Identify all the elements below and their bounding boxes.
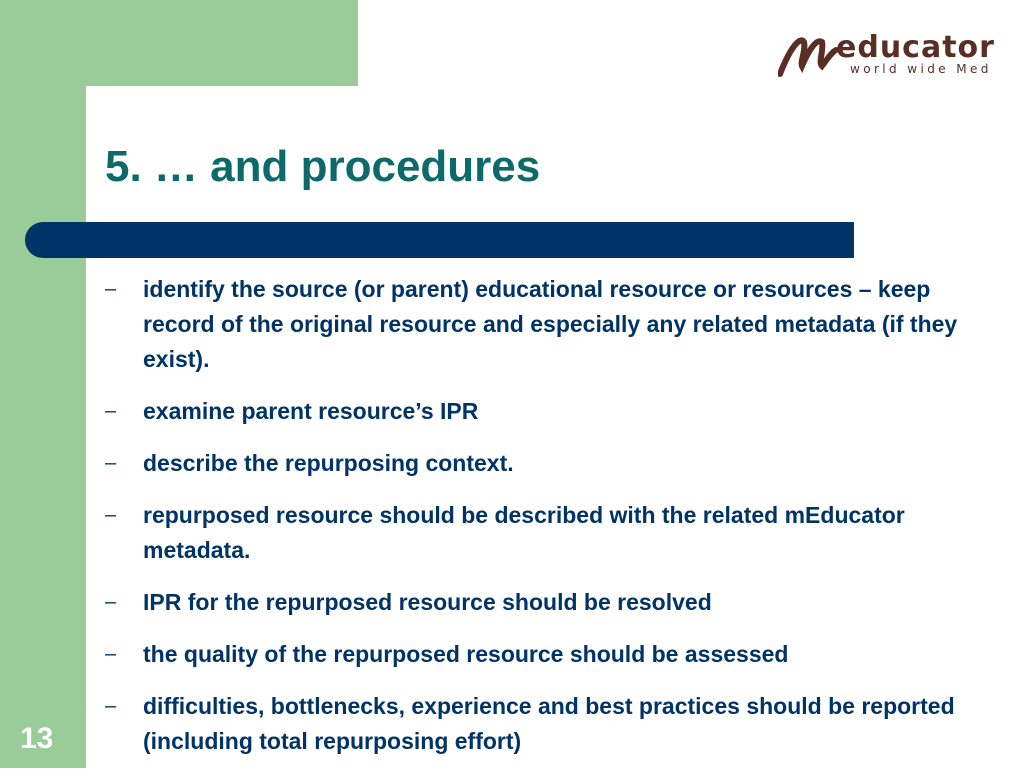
dash-marker: – [105, 695, 117, 717]
list-item [105, 446, 985, 481]
left-green-bar [0, 0, 86, 768]
dash-marker: – [105, 591, 117, 613]
bullet-text: describe the repurposing context. [143, 450, 514, 476]
bullet-text: repurposed resource should be described with the related mEducator metadata. [143, 502, 905, 563]
list-item [105, 585, 985, 620]
dash-marker: – [105, 643, 117, 665]
list-item [105, 272, 985, 377]
slide-title: 5. … and procedures [105, 142, 541, 191]
slide-number: 13 [20, 722, 54, 755]
logo-wordmark: educator [836, 30, 995, 65]
bullet-text: difficulties, bottlenecks, experience and best practices should be reported (including total repurposing effort) [143, 693, 955, 754]
list-item [105, 498, 985, 568]
dash-marker: – [105, 400, 117, 422]
logo-tagline: world wide Med [850, 62, 992, 76]
dash-marker: – [105, 452, 117, 474]
list-item [105, 394, 985, 429]
list-item [105, 689, 985, 759]
bullet-text: IPR for the repurposed resource should be resolved [143, 589, 712, 615]
top-green-block [0, 0, 358, 86]
dash-marker: – [105, 504, 117, 526]
bullet-list [105, 272, 985, 776]
bullet-text: examine parent resource’s IPR [143, 398, 479, 424]
title-underline-bar [25, 222, 854, 258]
bullet-text: the quality of the repurposed resource should be assessed [143, 641, 789, 667]
bullet-text: identify the source (or parent) educational resource or resources – keep record of the original resource and especially any related metadata (if they exist). [143, 276, 958, 372]
list-item [105, 637, 985, 672]
dash-marker: – [105, 278, 117, 300]
